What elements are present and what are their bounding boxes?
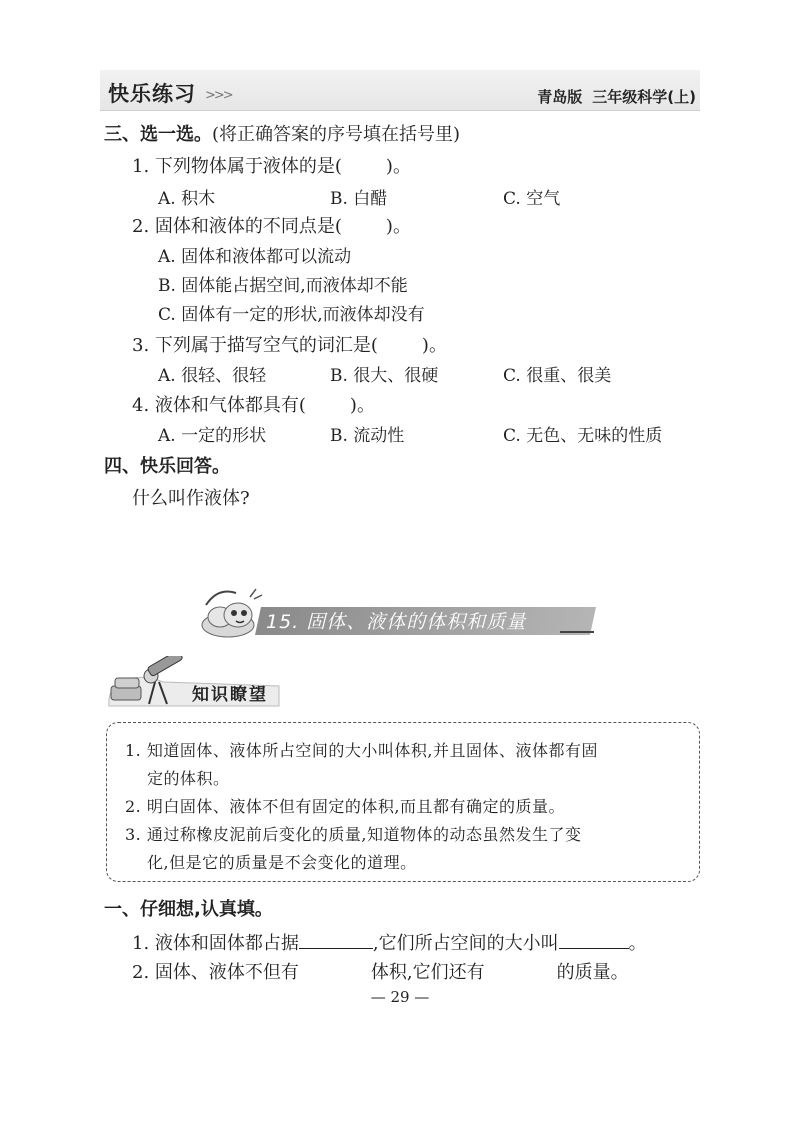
question-stem-end: )。: [349, 395, 375, 416]
lesson-title: 15. 固体、液体的体积和质量: [266, 611, 527, 633]
question-4: [132, 391, 375, 417]
section3-heading: [104, 120, 460, 146]
fill-question-2: [132, 958, 629, 984]
fill-blank[interactable]: [299, 930, 373, 949]
option-c: C. 无色、无味的性质: [503, 426, 663, 446]
knowledge-item-1: 1. 知道固体、液体所占空间的大小叫体积,并且固体、液体都有固: [125, 741, 598, 760]
question-1: [132, 152, 411, 178]
open-question: 什么叫作液体?: [132, 488, 250, 509]
question-stem: 4. 液体和气体都具有(: [132, 395, 306, 416]
knowledge-item-1-cont: 定的体积。: [147, 769, 230, 788]
section-note: (将正确答案的序号填在括号里): [212, 124, 461, 145]
grade-subject: 三年级科学(上): [592, 88, 696, 106]
brand-title: 快乐练习: [108, 82, 196, 106]
question-3: [132, 331, 447, 357]
option-a: A. 很轻、很轻: [158, 366, 267, 386]
publisher: 青岛版: [537, 88, 583, 106]
option-c: C. 空气: [503, 189, 561, 209]
fill-text: 。: [628, 933, 647, 954]
knowledge-item-3: 3. 通过称橡皮泥前后变化的质量,知道物体的动态虽然发生了变: [125, 825, 582, 844]
fill-blank[interactable]: [559, 930, 629, 949]
question-stem: 3. 下列属于描写空气的词汇是(: [132, 335, 378, 356]
question-2: [132, 212, 411, 238]
option-b: B. 固体能占据空间,而液体却不能: [158, 276, 408, 296]
option-b: B. 白醋: [330, 189, 388, 209]
option-c: C. 很重、很美: [503, 366, 612, 386]
banner-underline: [560, 631, 594, 633]
knowledge-label: 知识瞭望: [192, 685, 268, 705]
option-a: A. 一定的形状: [158, 426, 267, 446]
fill-text: 体积,它们还有: [370, 962, 485, 983]
option-a: A. 固体和液体都可以流动: [158, 247, 352, 267]
question-stem-end: )。: [385, 216, 411, 237]
section1-heading: 一、仔细想,认真填。: [104, 899, 273, 920]
fill-question-1: [132, 929, 647, 955]
fill-text: 的质量。: [556, 962, 629, 983]
option-b: B. 很大、很硬: [330, 366, 439, 386]
fill-text: 2. 固体、液体不但有: [132, 962, 299, 983]
section-title: 三、选一选。: [104, 124, 212, 145]
edition-label: [537, 86, 696, 107]
knowledge-item-2: 2. 明白固体、液体不但有固定的体积,而且都有确定的质量。: [125, 797, 565, 816]
chevrons-icon: >>>: [205, 88, 232, 103]
fill-text: ,它们所占空间的大小叫: [372, 933, 559, 954]
question-stem-end: )。: [421, 335, 447, 356]
knowledge-item-3-cont: 化,但是它的质量是不会变化的道理。: [147, 853, 417, 872]
question-stem: 2. 固体和液体的不同点是(: [132, 216, 342, 237]
section4-heading: 四、快乐回答。: [104, 456, 230, 477]
question-stem-end: )。: [385, 156, 411, 177]
option-a: A. 积木: [158, 189, 216, 209]
page-number: — 29 —: [370, 988, 430, 1006]
fill-text: 1. 液体和固体都占据: [132, 933, 299, 954]
option-c: C. 固体有一定的形状,而液体却没有: [158, 305, 425, 325]
question-stem: 1. 下列物体属于液体的是(: [132, 156, 342, 177]
option-b: B. 流动性: [330, 426, 405, 446]
